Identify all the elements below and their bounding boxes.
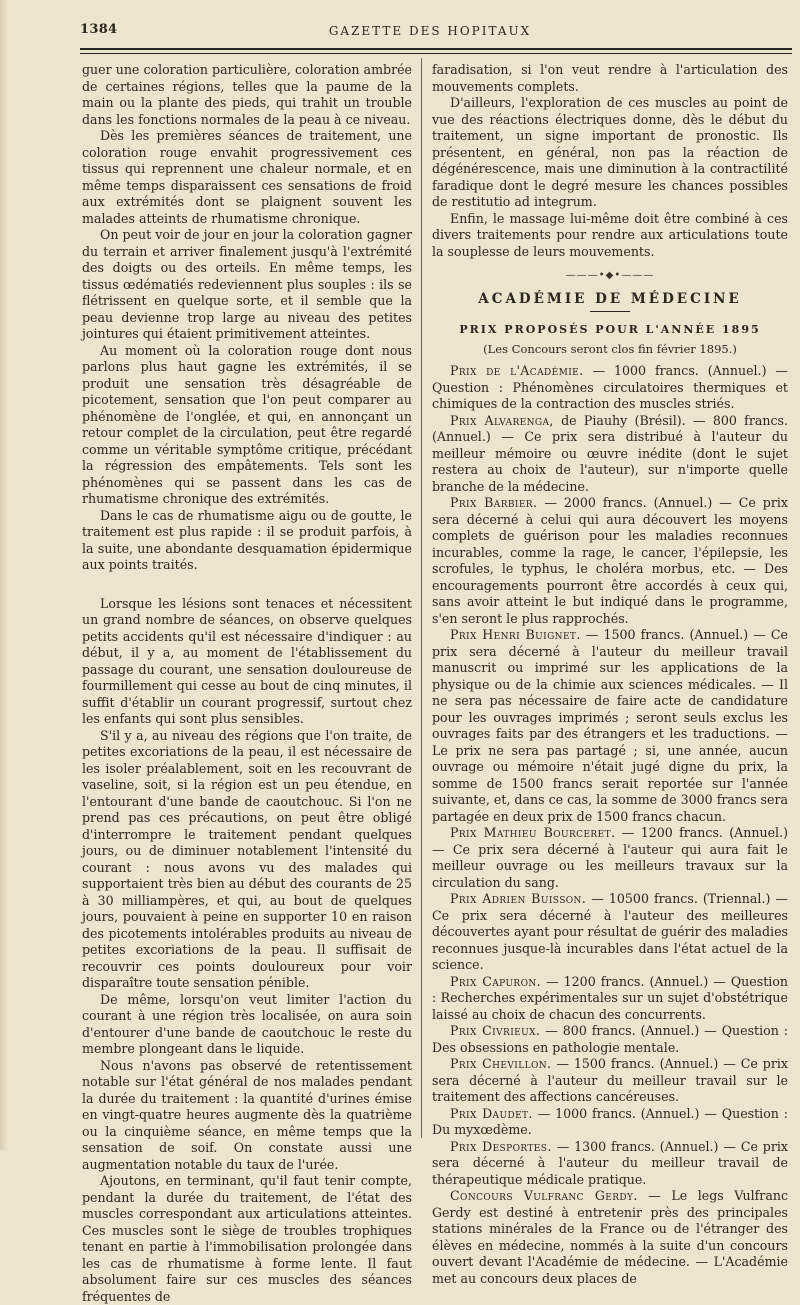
prize-text: — 1200 francs. (Annuel.) — Question : Recherches expérimentales sur un sujet d'obstétrique laissé au choix de chacun des concurrents. bbox=[432, 973, 788, 1022]
page-edge-shadow bbox=[0, 0, 8, 1150]
paragraph: Lorsque les lésions sont tenaces et nécessitent un grand nombre de séances, on observe quelques petits accidents qu'il est nécessaire d'indiquer : au début, il y a, au moment de l'établissement du passage du courant, une sensation douloureuse de fourmillement qui cesse au bout de cinq minutes, il suffit d'établir un courant progressif, surtout chez les enfants qui sont plus sensibles. bbox=[82, 595, 412, 726]
prize-name: Prix Desportes. bbox=[450, 1138, 552, 1154]
prize-name: Concours Vulfranc Gerdy. bbox=[450, 1188, 638, 1203]
paragraph: De même, lorsqu'on veut limiter l'action du courant à une région très localisée, on aura soin d'entourer d'une bande de caoutchouc le reste du membre plongeant dans le liquide. bbox=[82, 991, 412, 1056]
paragraph: S'il y a, au niveau des régions que l'on traite, de petites excoriations de la peau, il est nécessaire de les isoler préalablement, soit en les recouvrant de vaseline, soit, si la région est un peu étendue, en l'entourant d'une bande de caoutchouc. Si l'on ne prend pas ces précautions, on peut être obligé d'interrompre le traitement pendant quelques jours, ou de diminuer notablement l'intensité du courant : nous avons vu des malades qui supportaient très bien au début des courants de 25 à 30 milliampères, et qui, au bout de quelques jours, pouvaient à peine en supporter 10 en raison des picotements intolérables produits au niveau de petites excoriations de la peau. Il suffisait de recouvrir ces points douloureux pour voir disparaître toute sensation pénible. bbox=[82, 727, 412, 990]
paragraph: Dans le cas de rhumatisme aigu ou de goutte, le traitement est plus rapide : il se produit parfois, à la suite, une abondante desquamation épidermique aux points traités. bbox=[82, 507, 412, 572]
prize-name: Prix Capuron. bbox=[450, 973, 542, 989]
prize-text: de Piauhy (Brésil). — 800 francs. (Annuel.) — Ce prix sera distribué à l'auteur du meilleur mémoire ou œuvre inédite (dont le sujet restera au choix de l'auteur), sur n'importe quelle branche de la médecine. bbox=[432, 412, 788, 494]
prize-text: — 1300 francs. (Annuel.) — Ce prix sera décerné à l'auteur du meilleur travail de thérapeutique médicale pratique. bbox=[432, 1138, 789, 1187]
prize-entry bbox=[432, 413, 788, 496]
prize-list bbox=[432, 363, 788, 1287]
prize-entry bbox=[432, 1056, 788, 1106]
prize-entry bbox=[432, 1023, 788, 1056]
prize-entry bbox=[432, 363, 788, 413]
prize-entry bbox=[432, 627, 788, 825]
prize-entry bbox=[432, 825, 788, 891]
prize-name: Prix Adrien Buisson. bbox=[450, 891, 587, 906]
header-rule-thin bbox=[80, 53, 792, 54]
prize-entry bbox=[432, 1139, 788, 1189]
paragraph: On peut voir de jour en jour la coloration gagner du terrain et arriver finalement jusqu'à l'extrémité des doigts ou des orteils. En même temps, les tissus œdématiés redeviennent plus souples : ils se flétrissent en quelque sorte, et il semble que la peau devienne trop large au niveau des petites jointures qui étaient primitivement atteintes. bbox=[82, 227, 412, 341]
paragraph: guer une coloration particulière, coloration ambrée de certaines régions, telles que la paume de la main ou la plante des pieds, qui trahit un trouble dans les fonctions normales de la peau à ce niveau. bbox=[82, 62, 412, 127]
header-rule-thick bbox=[80, 48, 792, 50]
prize-text: — 1500 francs. (Annuel.) — Ce prix sera décerné à l'auteur du meilleur travail sur le traitement des affections cancéreuses. bbox=[432, 1056, 788, 1104]
paragraph: faradisation, si l'on veut rendre à l'articulation des mouvements complets. bbox=[432, 62, 788, 94]
prize-text: — 2000 francs. (Annuel.) — Ce prix sera décerné à celui qui aura découvert les moyens complets de guérison pour les maladies reconnues incurables, comme la rage, le cancer, l'épilepsie, les scrofules, le typhus, le choléra morbus, etc. — Des encouragements pourront être accordés à ceux qui, sans avoir atteint le but indiqué dans le programme, s'en seront le plus rapprochés. bbox=[432, 495, 788, 626]
running-title: GAZETTE DES HOPITAUX bbox=[328, 24, 532, 38]
section-title: ACADÉMIE DE MÉDECINE bbox=[478, 290, 742, 307]
paragraph: Enfin, le massage lui-même doit être combiné à ces divers traitements pour rendre aux articulations toute la souplesse de leurs mouvements. bbox=[432, 210, 788, 259]
prize-text: — Le legs Vulfranc Gerdy est destiné à entretenir près des principales stations minérales de la France ou de l'étranger des élèves en médecine, nommés à la suite d'un concours ouvert devant l'Académie de médecine. — L'Académie met au concours deux places de bbox=[432, 1188, 788, 1286]
prize-text: — 1200 francs. (Annuel.) — Ce prix sera décerné à l'auteur qui aura fait le meilleur ouvrage ou les meilleurs travaux sur la circulation du sang. bbox=[432, 825, 789, 890]
prize-entry bbox=[432, 1188, 788, 1287]
paragraph: Nous n'avons pas observé de retentissement notable sur l'état général de nos malades pendant la durée du traitement : la quantité d'urines émise en vingt-quatre heures augmente dès la quatrième ou la cinquième séance, en même temps que la sensation de soif. On constate aussi une augmentation notable du taux de l'urée. bbox=[82, 1057, 412, 1172]
prize-text: — 1000 francs. (Annuel.) — Question : Du myxœdème. bbox=[432, 1105, 788, 1137]
prize-text: — 800 francs. (Annuel.) — Question : Des obsessions en pathologie mentale. bbox=[432, 1023, 789, 1055]
prize-entry bbox=[432, 891, 788, 974]
prize-text: — 10500 francs. (Triennal.) — Ce prix sera décerné à l'auteur des meilleures découvertes ayant pour résultat de guérir des maladies reconnues jusque-là incurables dans l'état actuel de la science. bbox=[432, 891, 788, 972]
prize-entry bbox=[432, 1106, 788, 1139]
prizes-heading: PRIX PROPOSÉS POUR L'ANNÉE 1895 bbox=[459, 323, 761, 336]
prize-name: Prix Chevillon. bbox=[450, 1056, 552, 1071]
right-column bbox=[432, 62, 788, 1287]
paragraph: Au moment où la coloration rouge dont nous parlons plus haut gagne les extrémités, il se produit une sensation très désagréable de picotement, sensation que l'on peut comparer au phénomène de l'onglée, et qui, en annonçant un retour complet de la circulation, peut être regardé comme un véritable symptôme critique, précédant la régression des empâtements. Tels sont les phénomènes qui se passent dans les cas de rhumatisme chronique des extrémités. bbox=[82, 342, 412, 506]
prize-name: Prix Civrieux. bbox=[450, 1023, 541, 1038]
prize-name: Prix Alvarenga, bbox=[450, 412, 554, 428]
page-number: 1384 bbox=[80, 22, 118, 37]
prize-name: Prix de l'Académie. bbox=[450, 363, 584, 378]
prize-name: Prix Daudet. bbox=[450, 1105, 533, 1121]
paragraph: D'ailleurs, l'exploration de ces muscles au point de vue des réactions électriques donne, dès le début du traitement, un signe important de pronostic. Ils présentent, en général, non pas la réaction de dégénérescence, mais une diminution à la contractilité faradique dont le degré mesure les chances possibles de restitutio ad integrum. bbox=[432, 95, 788, 209]
prize-entry bbox=[432, 495, 788, 627]
paragraph: Ajoutons, en terminant, qu'il faut tenir compte, pendant la durée du traitement, de l'état des muscles correspondant aux articulations atteintes. Ces muscles sont le siège de troubles trophiques tenant en partie à l'immobilisation prolongée dans les cas de rhumatisme à forme lente. Il faut absolument faire sur ces muscles des séances fréquentes de bbox=[82, 1173, 412, 1304]
prize-name: Prix Barbier. bbox=[450, 495, 538, 510]
prize-entry bbox=[432, 974, 788, 1024]
section-separator: ———•◆•——— bbox=[565, 270, 655, 281]
prizes-subheading: (Les Concours seront clos fin février 1895.) bbox=[483, 341, 737, 356]
prize-text: — 1500 francs. (Annuel.) — Ce prix sera décerné à l'auteur du meilleur travail manuscrit ou imprimé sur les applications de la physique ou de la chimie aux sciences médicales. — Il ne sera pas nécessaire de faire acte de candidature pour les ouvrages imprimés ; seront seuls exclus les ouvrages faits par des étrangers et les traductions. — Le prix ne sera pas partagé ; si, une année, aucun ouvrage ou mémoire n'était jugé digne du prix, la somme de 1500 francs serait reportée sur l'année suivante, et, dans ce cas, la somme de 3000 francs sera partagée en deux prix de 1500 francs chacun. bbox=[432, 627, 788, 824]
paragraph: Dès les premières séances de traitement, une coloration rouge envahit progressivement ces tissus qui reprennent une chaleur normale, et en même temps disparaissent ces sensations de froid aux extrémités dont se plaignent souvent les malades atteints de rhumatisme chronique. bbox=[82, 128, 412, 226]
left-column bbox=[82, 62, 412, 1305]
prize-name: Prix Mathieu Bourceret. bbox=[450, 825, 616, 840]
prize-text: — 1000 francs. (Annuel.) — Question : Phénomènes circulatoires thermiques et chimiques de la contraction des muscles striés. bbox=[432, 363, 789, 411]
title-rule bbox=[590, 311, 630, 312]
prize-name: Prix Henri Buignet. bbox=[450, 627, 581, 642]
column-divider bbox=[421, 58, 422, 1138]
page-header bbox=[80, 22, 780, 46]
